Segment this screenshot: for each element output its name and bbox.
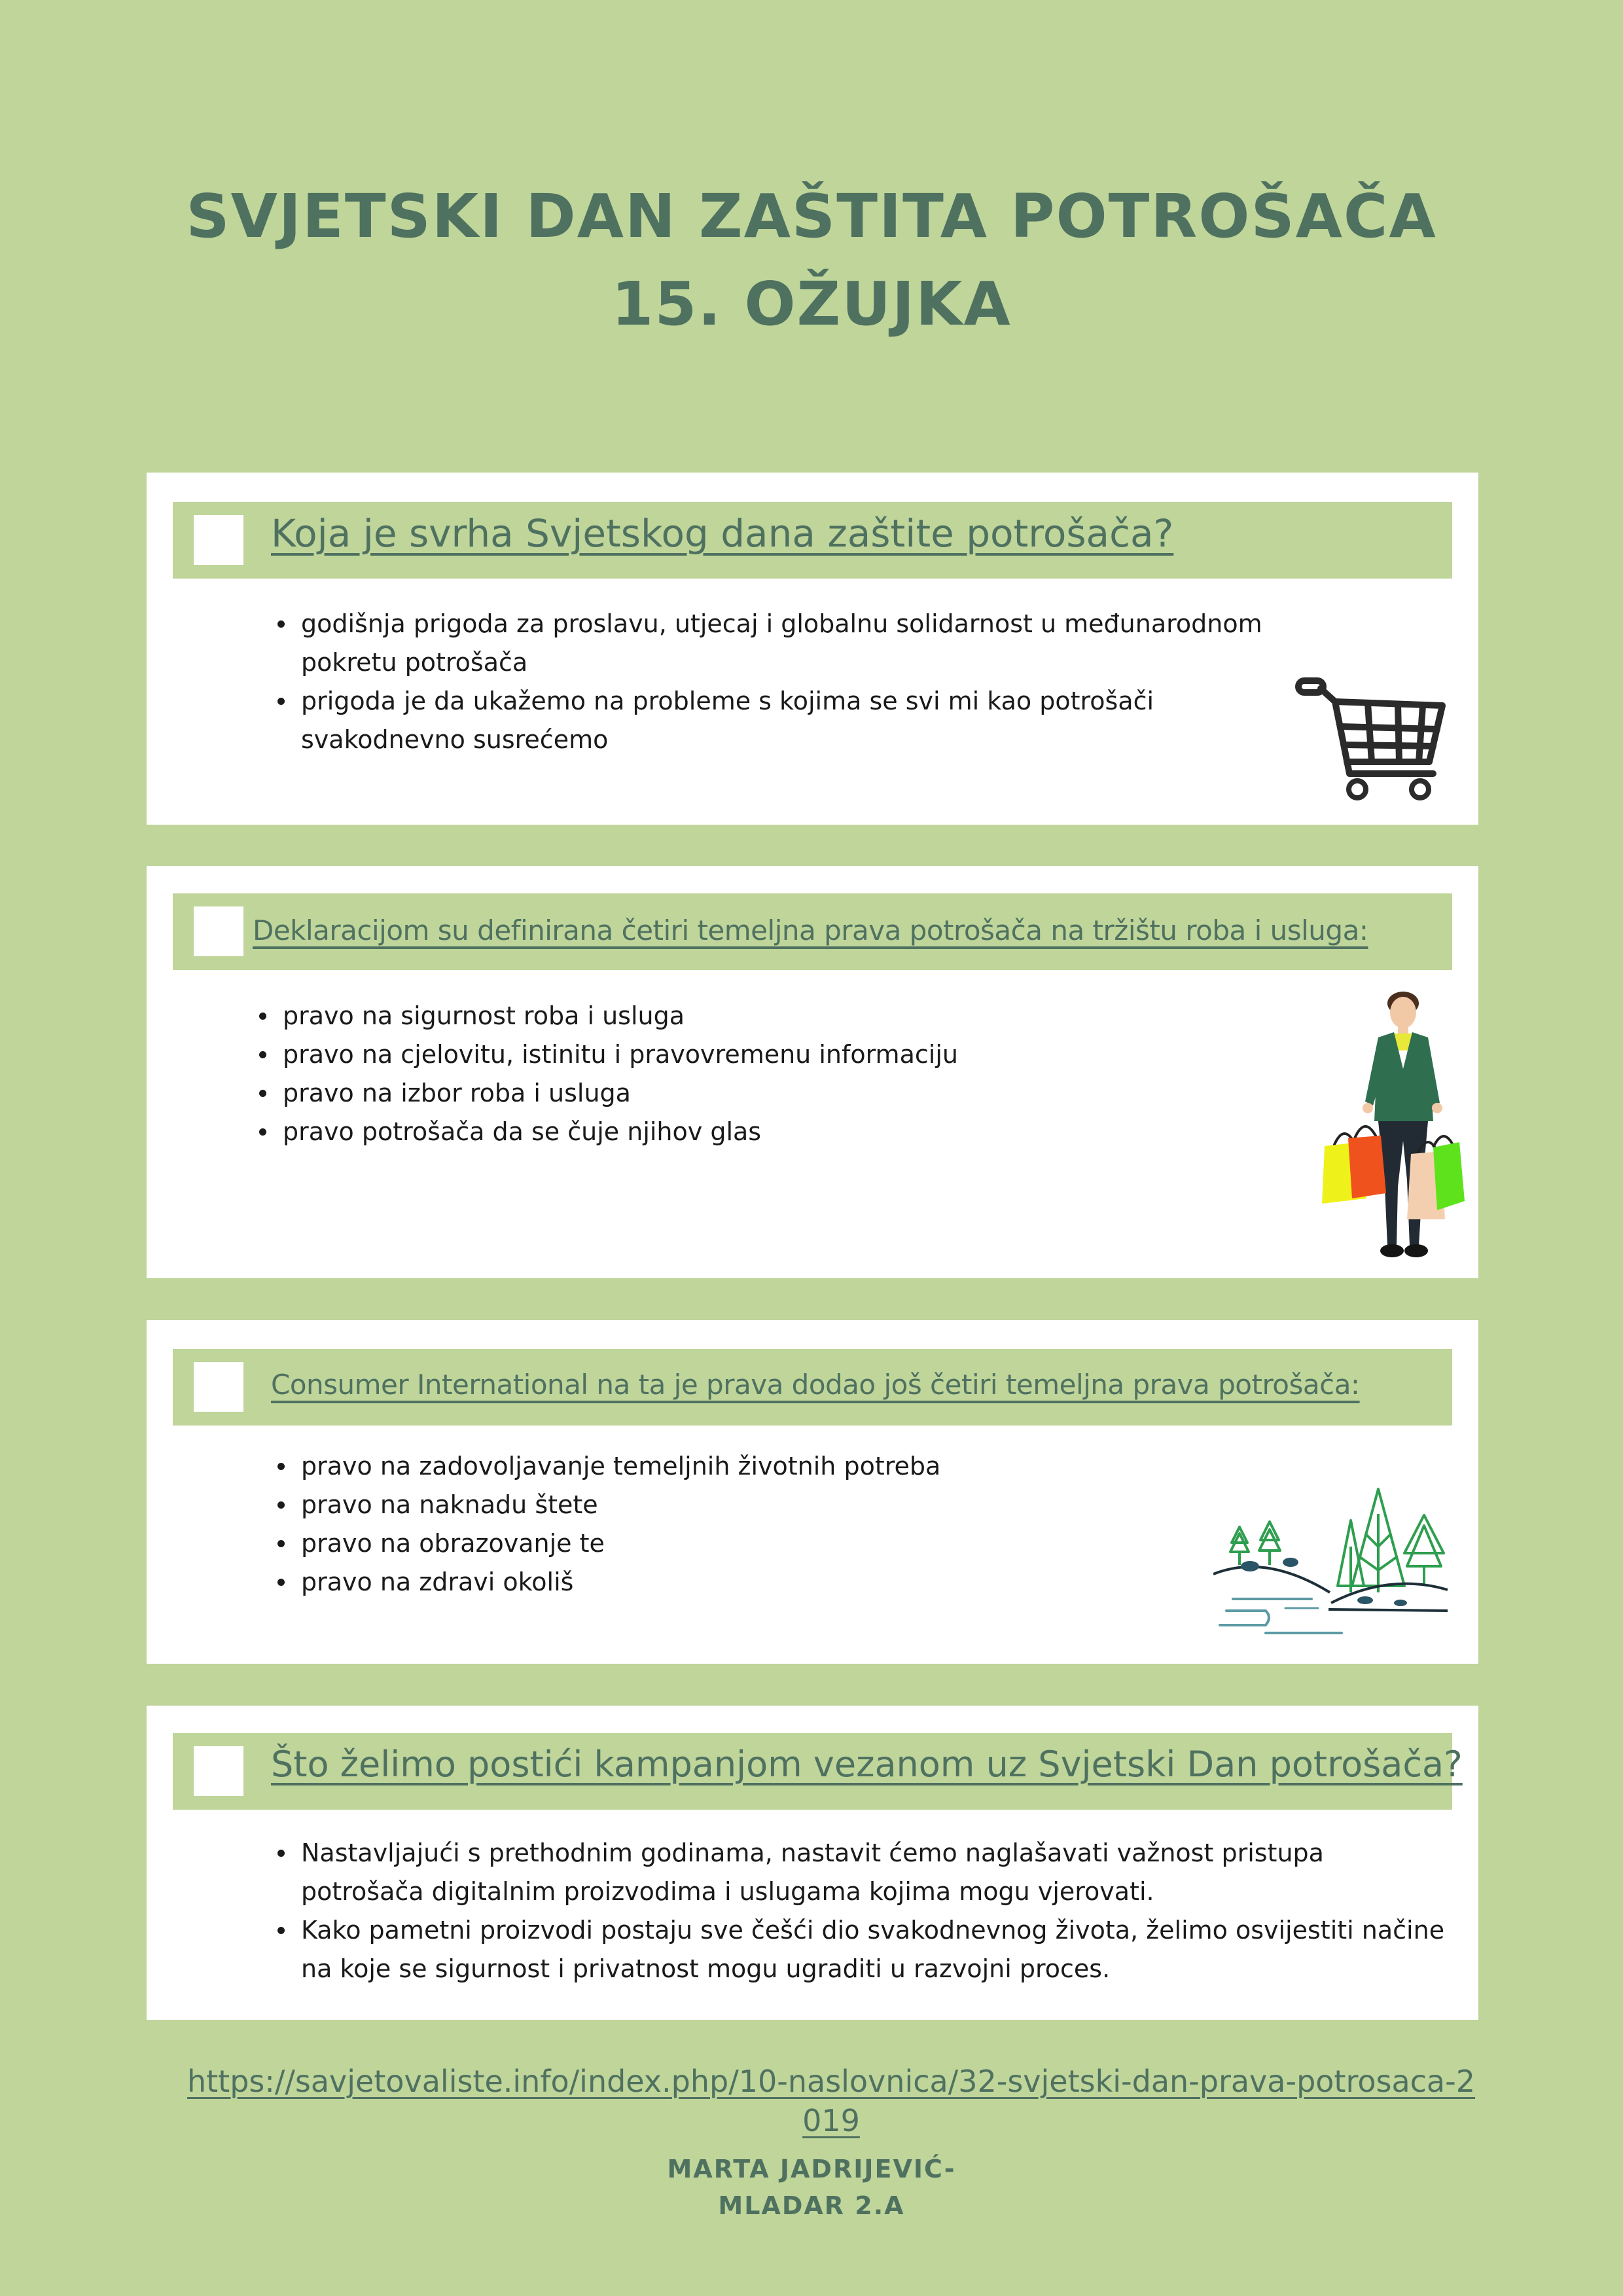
list-item: pravo na cjelovitu, istinitu i pravovremenu informaciju <box>257 1035 1238 1074</box>
section-header <box>173 1733 1463 1810</box>
source-link[interactable]: https://savjetovaliste.info/index.php/10-naslovnica/32-svjetski-dan-prava-potrosaca-2019 <box>187 2064 1475 2138</box>
list-item: pravo na naknadu štete <box>275 1486 1191 1524</box>
bullet-list <box>275 1447 1191 1602</box>
list-item: prigoda je da ukažemo na probleme s kojima se svi mi kao potrošači svakodnevno susrećemo <box>275 682 1283 759</box>
checkbox-square <box>194 1362 243 1412</box>
page-title-line-1: SVJETSKI DAN ZAŠTITA POTROŠAČA <box>186 181 1437 251</box>
list-item: Nastavljajući s prethodnim godinama, nastavit ćemo naglašavati važnost pristupa potrošača digitalnim proizvodima i uslugama kojima mogu vjerovati. <box>275 1834 1453 1911</box>
section-card-campaign-goals <box>147 1706 1478 2020</box>
bullet-list <box>275 1834 1453 1988</box>
bullet-list <box>257 997 1238 1151</box>
list-item: pravo na sigurnost roba i usluga <box>257 997 1238 1035</box>
page-title-line-2: 15. OŽUJKA <box>611 269 1012 339</box>
bullet-list <box>275 605 1283 759</box>
list-item: godišnja prigoda za proslavu, utjecaj i globalnu solidarnost u međunarodnom pokretu potrošača <box>275 605 1283 682</box>
shopper-with-bags-illustration <box>1305 990 1469 1278</box>
section-card-declaration <box>147 866 1478 1278</box>
checkbox-square <box>194 1746 243 1796</box>
list-item: pravo na zadovoljavanje temeljnih životnih potreba <box>275 1447 1191 1486</box>
section-header <box>173 1349 1452 1426</box>
section-heading: Što želimo postići kampanjom vezanom uz Svjetski Dan potrošača? <box>271 1744 1463 1785</box>
list-item: pravo na zdravi okoliš <box>275 1563 1191 1602</box>
author-line-2: MLADAR 2.A <box>718 2191 905 2220</box>
section-header <box>173 893 1452 970</box>
section-header <box>173 502 1452 579</box>
shopping-cart-icon <box>1294 675 1452 806</box>
list-item: Kako pametni proizvodi postaju sve češći dio svakodnevnog života, želimo osvijestiti načine na koje se sigurnost i privatnost mogu ugraditi u razvojni proces. <box>275 1911 1453 1988</box>
checkbox-square <box>194 906 243 956</box>
author-line-1: MARTA JADRIJEVIĆ- <box>667 2155 956 2183</box>
section-heading: Deklaracijom su definirana četiri temeljna prava potrošača na tržištu roba i usluga: <box>253 914 1368 946</box>
section-heading: Consumer International na ta je prava dodao još četiri temeljna prava potrošača: <box>271 1369 1360 1401</box>
list-item: pravo na izbor roba i usluga <box>257 1074 1238 1113</box>
section-card-consumer-international <box>147 1320 1478 1664</box>
landscape-trees-illustration <box>1213 1488 1449 1651</box>
section-heading: Koja je svrha Svjetskog dana zaštite potrošača? <box>271 511 1174 556</box>
checkbox-square <box>194 515 243 565</box>
section-card-purpose <box>147 473 1478 825</box>
list-item: pravo na obrazovanje te <box>275 1524 1191 1563</box>
list-item: pravo potrošača da se čuje njihov glas <box>257 1113 1238 1151</box>
